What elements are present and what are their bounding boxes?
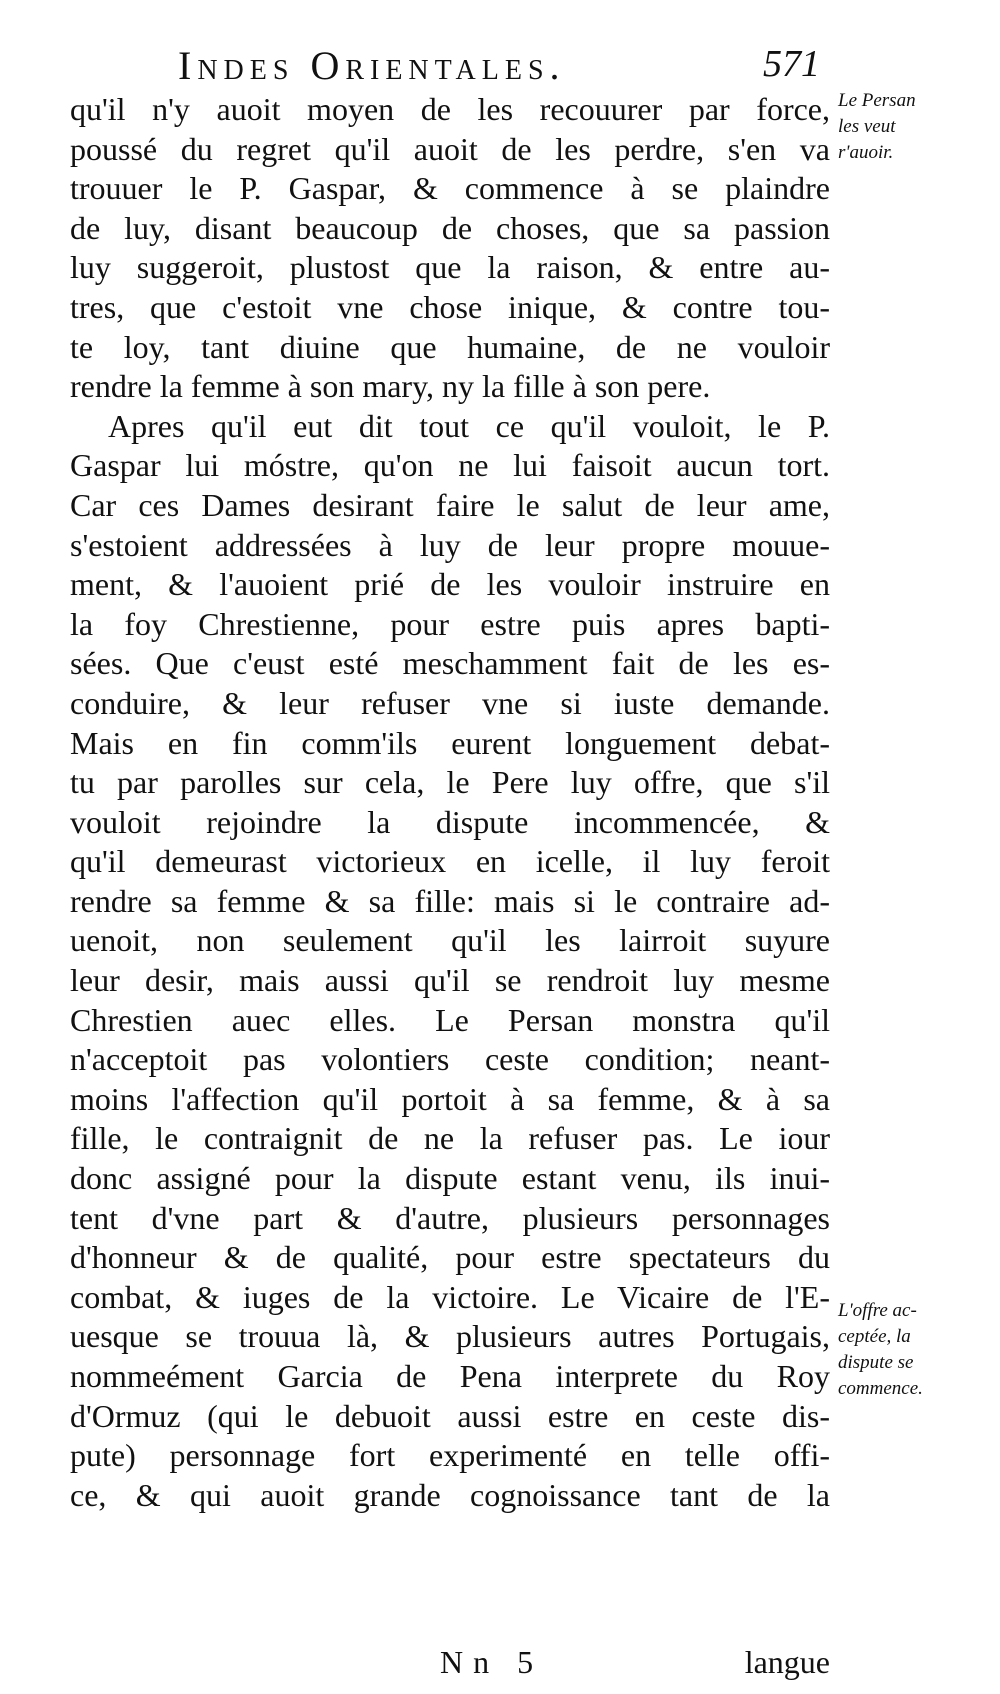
text-line: moins l'affection qu'il portoit à sa femme, & à sa — [70, 1080, 830, 1117]
margin-note-line: dispute se — [838, 1352, 914, 1373]
page-number: 571 — [763, 43, 820, 85]
main-text-block — [70, 90, 830, 1515]
text-line: pute) personnage fort experimenté en telle offi- — [70, 1437, 830, 1474]
text-line: sées. Que c'eust esté meschamment fait de les es- — [70, 645, 830, 682]
text-line: d'honneur & de qualité, pour estre spectateurs du — [70, 1239, 830, 1276]
text-line: uesque se trouua là, & plusieurs autres Portugais, — [70, 1318, 830, 1355]
margin-note-line: commence. — [838, 1378, 923, 1399]
text-line: d'Ormuz (qui le debuoit aussi estre en ceste dis- — [70, 1397, 830, 1434]
text-line: luy suggeroit, plustost que la raison, & entre au- — [70, 249, 830, 286]
text-line: qu'il demeurast victorieux en icelle, il luy feroit — [70, 843, 830, 880]
text-line: tent d'vne part & d'autre, plusieurs personnages — [70, 1199, 830, 1236]
margin-note-offre — [838, 1298, 988, 1402]
text-line: vouloit rejoindre la dispute incommencée, & — [70, 803, 830, 840]
text-line: trouuer le P. Gaspar, & commence à se plaindre — [70, 170, 830, 207]
text-line: nommeément Garcia de Pena interprete du Roy — [70, 1358, 830, 1394]
text-line: qu'il n'y auoit moyen de les recouurer par force, — [70, 91, 830, 127]
text-line: ment, & l'auoient prié de les vouloir instruire en — [70, 566, 830, 603]
text-line: de luy, disant beaucoup de choses, que sa passion — [70, 209, 830, 246]
text-line: s'estoient addressées à luy de leur propre mouue- — [70, 526, 830, 563]
text-line: Gaspar lui móstre, qu'on ne lui faisoit aucun tort. — [70, 447, 830, 484]
text-line: conduire, & leur refuser vne si iuste demande. — [70, 684, 830, 721]
text-line: tu par parolles sur cela, le Pere luy offre, que s'il — [70, 764, 830, 801]
text-line: Chrestien auec elles. Le Persan monstra qu'il — [70, 1001, 830, 1038]
paragraph-start-line: Apres qu'il eut dit tout ce qu'il vouloit, le P. — [108, 407, 830, 444]
text-line: donc assigné pour la dispute estant venu, ils inui- — [70, 1160, 830, 1197]
signature-mark: Nn 5 — [440, 1644, 544, 1680]
margin-note-line: r'auoir. — [838, 142, 894, 163]
text-line: uenoit, non seulement qu'il les lairroit suyure — [70, 922, 830, 959]
text-line: tres, que c'estoit vne chose inique, & contre tou- — [70, 288, 830, 325]
text-line: poussé du regret qu'il auoit de les perdre, s'en va — [70, 130, 830, 167]
page-footer — [70, 1644, 830, 1688]
margin-note-line: L'offre ac- — [838, 1300, 917, 1321]
text-line: rendre sa femme & sa fille: mais si le contraire ad- — [70, 882, 830, 919]
text-line: fille, le contraignit de ne la refuser pas. Le iour — [70, 1120, 830, 1157]
margin-note-line: Le Persan — [838, 90, 916, 111]
text-line: te loy, tant diuine que humaine, de ne vouloir — [70, 328, 830, 365]
catchword: langue — [744, 1644, 830, 1680]
text-line: Car ces Dames desirant faire le salut de leur ame, — [70, 486, 830, 523]
margin-note-line: ceptée, la — [838, 1326, 911, 1347]
margin-note-line: les veut — [838, 116, 896, 137]
text-line: rendre la femme à son mary, ny la fille à son pere. — [70, 368, 711, 405]
text-line: Mais en fin comm'ils eurent longuement debat- — [70, 724, 830, 761]
text-line: ce, & qui auoit grande cognoissance tant de la — [70, 1476, 830, 1513]
text-line: la foy Chrestienne, pour estre puis apres bapti- — [70, 605, 830, 642]
text-line: combat, & iuges de la victoire. Le Vicaire de l'E- — [70, 1278, 830, 1315]
text-line: n'acceptoit pas volontiers ceste condition; neant- — [70, 1041, 830, 1078]
text-line: leur desir, mais aussi qu'il se rendroit luy mesme — [70, 962, 830, 999]
running-title: Indes Orientales. — [178, 43, 566, 88]
margin-note-persan — [838, 88, 988, 166]
